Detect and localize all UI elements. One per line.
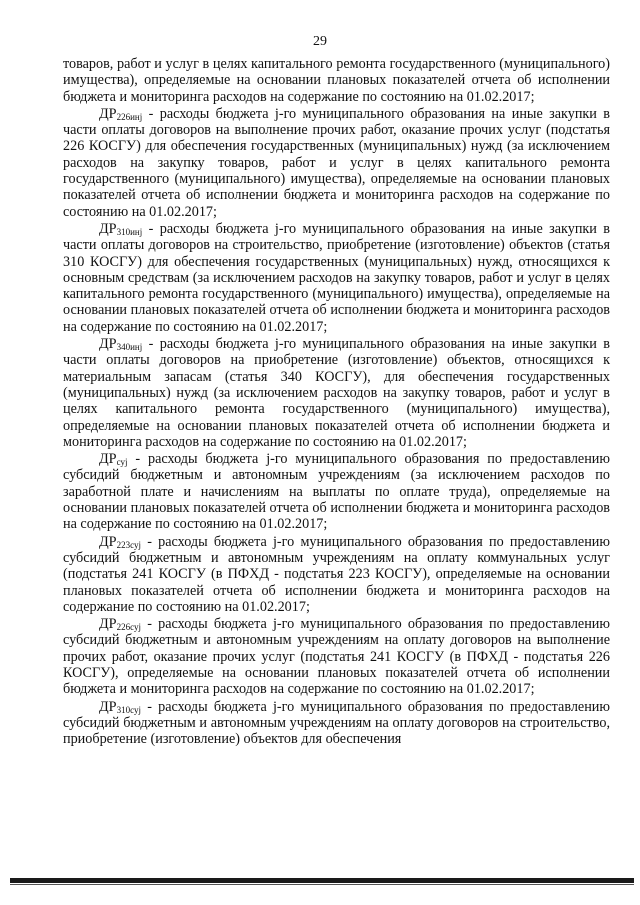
paragraph-continuation — [63, 56, 610, 105]
paragraph-dr-310su — [63, 699, 610, 748]
paragraph-dr-226su — [63, 616, 610, 697]
document-body — [63, 56, 610, 748]
paragraph-dr-310in — [63, 221, 610, 335]
dr-symbol: $ДР_{223суj}$ — [99, 533, 141, 550]
paragraph-dr-223su — [63, 534, 610, 615]
dr-symbol: $ДР_{310суj}$ — [99, 698, 141, 715]
paragraph-text: - расходы бюджета j-го муниципального образования по предоставлению субсидий бюджетным и автономным учреждениям на оплату договоров на строительство, приобретение (изготовление) объектов для обеспечения — [63, 698, 610, 748]
dr-symbol: $ДР_{340инj}$ — [99, 336, 143, 353]
dr-symbol: $ДР_{суj}$ — [99, 451, 128, 468]
paragraph-dr-226in — [63, 106, 610, 220]
scan-edge-bar — [10, 878, 634, 883]
paragraph-text: товаров, работ и услуг в целях капитального ремонта государственного (муниципального) имущества), определяемые на основании плановых показателей отчета об исполнении бюджета и мониторинга расходов на содержание по состоянию на 01.02.2017; — [63, 56, 610, 105]
paragraph-text: - расходы бюджета j-го муниципального образования на иные закупки в части оплаты договоров на строительство, приобретение (изготовление) объектов (статья 310 КОСГУ) для обеспечения государственных (муниципальных) нужд, относящихся к основным средствам (за исключением расходов на закупку товаров, работ и услуг в целях капитального ремонта государственного (муниципального) имущества), определяемые на основании плановых показателей отчета об исполнении бюджета и мониторинга расходов на содержание по состоянию на 01.02.2017; — [63, 220, 610, 335]
paragraph-text: - расходы бюджета j-го муниципального образования по предоставлению субсидий бюджетным и автономным учреждениям на оплату коммунальных услуг (подстатья 241 КОСГУ (в ПФХД - подстатья 223 КОСГУ), определяемые на основании плановых показателей отчета об исполнении бюджета и мониторинга расходов на содержание по состоянию на 01.02.2017; — [63, 533, 610, 615]
paragraph-dr-340in — [63, 336, 610, 450]
paragraph-text: - расходы бюджета j-го муниципального образования по предоставлению субсидий бюджетным и автономным учреждениям на оплату договоров на выполнение прочих работ, оказание прочих услуг (подстатья 241 КОСГУ (в ПФХД - подстатья 226 КОСГУ), определяемые на основании плановых показателей отчета об исполнении бюджета и мониторинга расходов на содержание по состоянию на 01.02.2017; — [63, 616, 610, 698]
dr-symbol: $ДР_{310инj}$ — [99, 220, 143, 237]
scan-edge-line — [10, 884, 634, 885]
paragraph-text: - расходы бюджета j-го муниципального образования на иные закупки в части оплаты договоров на приобретение (изготовление) объектов, относящихся к материальным запасам (статья 340 КОСГУ), для обеспечения государственных (муниципальных) нужд (за исключением расходов на закупку товаров, работ и услуг в целях капитального ремонта государственного (муниципального) имущества), определяемые на основании плановых показателей отчета об исполнении бюджета и мониторинга расходов на содержание по состоянию на 01.02.2017; — [63, 336, 610, 450]
paragraph-text: - расходы бюджета j-го муниципального образования по предоставлению субсидий бюджетным и автономным учреждениям (за исключением расходов по заработной плате и начислениям на выплаты по оплате труда), определяемые на основании плановых показателей отчета об исполнении бюджета и мониторинга расходов на содержание по состоянию на 01.02.2017; — [63, 451, 610, 533]
dr-symbol: $ДР_{226суj}$ — [99, 616, 141, 633]
paragraph-dr-su — [63, 451, 610, 532]
dr-symbol: $ДР_{226инj}$ — [99, 105, 143, 122]
page-number: 29 — [313, 34, 327, 49]
paragraph-text: - расходы бюджета j-го муниципального образования на иные закупки в части оплаты договоров на выполнение прочих работ, оказание прочих услуг (подстатья 226 КОСГУ) для обеспечения государственных (муниципальных) нужд (за исключением расходов на закупку товаров, работ и услуг в целях капитального ремонта государственного (муниципального) имущества), определяемые на основании плановых показателей отчета об исполнении бюджета и мониторинга расходов на содержание по состоянию на 01.02.2017; — [63, 105, 610, 220]
